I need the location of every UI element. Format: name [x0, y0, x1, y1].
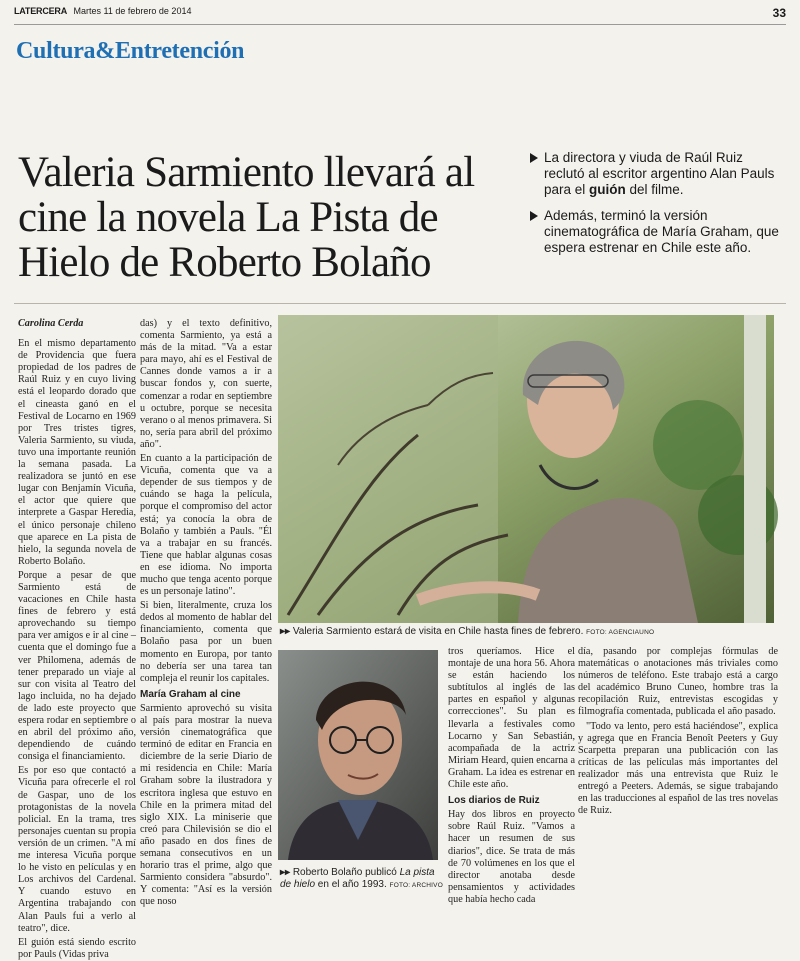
double-arrow-icon: ▸▸ — [280, 626, 291, 637]
issue-date: Martes 11 de febrero de 2014 — [73, 6, 192, 16]
dek-text-bold: guión — [589, 182, 626, 197]
body-column-3 — [448, 646, 576, 905]
caption-text: Valeria Sarmiento estará de visita en Chile hasta fines de febrero. — [292, 626, 584, 637]
section-title-amp: & — [95, 38, 115, 64]
subheading: María Graham al cine — [140, 688, 241, 700]
body-paragraph: Si bien, literalmente, cruza los dedos al momento de hablar del financiamiento, comenta que Bolaño pasa por un buen momento en Europa, por tanto no debería ser una tarea tan compleja el reunir los capitales. — [140, 600, 272, 684]
body-paragraph: En el mismo departamento de Providencia que fuera propiedad de los padres de Raúl Ruiz y en cuyo living está el leopardo dorado que el cineasta ganó en el Festival de Locarno en 1969 por Tres tristes tigres, Valeria Sarmiento, su viuda, tuvo una importante reunión la semana pasada. La realizadora se juntó en ese lugar con Benjamín Vicuña, el actor que quiere que interprete a Gaspar Heredia, el único personaje chileno que aparece en La pista de hielo, la segunda novela de Roberto Bolaño. — [18, 338, 136, 567]
page-header — [14, 6, 786, 25]
body-column-4 — [578, 646, 778, 902]
dek-item — [530, 150, 785, 198]
body-paragraph: día, pasando por complejas fórmulas de matemáticas o anotaciones más triviales como números de teléfono. Este trabajo está a cargo del académico Bruno Cuneo, hombre tras la recopilación Ruiz, entrevistas escogidas y filmografía comentada, publicada el año pasado. — [578, 646, 778, 718]
body-paragraph: En cuanto a la participación de Vicuña, comenta que va a depender de sus tiempos y de cuándo se haga la película, porque el compromiso del actor está; ya conocía la obra de Bolaño y también a Pauls. "Él va a trabajar en su francés. Tiene que hablar algunas cosas en ese idioma. No importa mucho que tenga acento porque es un personaje latino". — [140, 453, 272, 598]
newspaper-brand: LATERCERA — [14, 6, 68, 16]
photo-roberto-bolano — [278, 650, 438, 860]
triangle-bullet-icon — [530, 153, 538, 163]
photo-caption — [280, 626, 775, 639]
caption-text: Roberto Bolaño publicó — [292, 867, 400, 878]
caption-text: en el año 1993. — [315, 879, 387, 890]
byline: Carolina Cerda — [18, 318, 84, 329]
body-column-1 — [18, 318, 136, 960]
photo-valeria-sarmiento-image — [278, 315, 774, 623]
photo-credit: FOTO: AGENCIAUNO — [586, 629, 655, 636]
dek-item — [530, 208, 785, 256]
section-title — [16, 38, 244, 65]
section-title-part2: Entretención — [114, 38, 245, 64]
photo-caption — [280, 867, 445, 892]
body-paragraph: Porque a pesar de que Sarmiento está de vacaciones en Chile hasta fines de febrero y está aprovechando su tiempo para ver amigos e ir al cine –cuenta que el domingo fue a ver Philomena, además de tener preparado un viaje al sur con visita al Teatro del lago incluida, no ha dejado de lado este proyecto que espera rodar en septiembre o en abril del próximo año, dependiendo de cuándo consiga el financiamiento. — [18, 569, 136, 763]
article-dek — [530, 150, 785, 266]
body-paragraph: tros queríamos. Hice el montaje de una hora 56. Ahora se están haciendo los subtítulos al inglés de las partes en español y algunas correcciones". Su plan es llevarla a festivales como Locarno y San Sebastián, acompañada de la actriz Miriam Heard, quien encarna a Graham. La idea es estrenar en Chile este año. — [448, 646, 576, 791]
subheading: Los diarios de Ruiz — [448, 795, 540, 807]
body-paragraph: El guión está siendo escrito por Pauls (Vidas priva — [18, 936, 136, 960]
body-paragraph: Sarmiento aprovechó su visita al país para mostrar la nueva versión cinematográfica que terminó de editar en Francia en diciembre de la serie Diario de mi residencia en Chile: María Graham sobre la ilustradora y escritora inglesa que estuvo en Chile en la primera mitad del siglo XIX. La miniserie que creó para Chilevisión se dio el año pasado en dos fines de semana consecutivos en un horario tras el prime, algo que Sarmiento considera "absurdo". Y comenta: "Así es la versión que noso — [140, 702, 272, 908]
section-divider — [14, 303, 786, 304]
photo-roberto-bolano-image — [278, 650, 438, 860]
double-arrow-icon: ▸▸ — [280, 867, 291, 878]
caption-text-italic: La pista de hielo — [280, 867, 435, 890]
article-headline: Valeria Sarmiento llevará al cine la novela La Pista de Hielo de Roberto Bolaño — [18, 149, 475, 286]
body-paragraph: Es por eso que contactó a Vicuña para ofrecerle el rol de Gaspar, uno de los protagonistas de la novela policial. En la trama, tres personajes cuentan su propia versión de un crimen. "A mí me interesa Vicuña porque lo he visto en películas y en Los archivos del Cardenal. Y cuando estuvo en Argentina trabajando con Alan Pauls fui a verlo al teatro", dice. — [18, 765, 136, 934]
triangle-bullet-icon — [530, 211, 538, 221]
photo-valeria-sarmiento — [278, 315, 774, 623]
dek-text: del filme. — [625, 182, 684, 197]
body-paragraph: "Todo va lento, pero está haciéndose", explica y agrega que en Francia Benoît Peeters y Guy Scarpetta preparan una publicación con las críticas de las películas más importantes del realizador más una entrevista que Ruiz le entregó a Peeters. Además, se sigue trabajando en las traducciones al español de las tres novelas de Ruiz. — [578, 720, 778, 817]
page-number: 33 — [772, 6, 786, 20]
dek-text: Además, terminó la versión cinematográfica de María Graham, que espera estrenar en Chile este año. — [544, 208, 779, 255]
body-paragraph: das) y el texto definitivo, comenta Sarmiento, ya está a más de la mitad. "Va a estar para mayo, ahí es el Festival de Cannes donde vamos a ir a buscar fondos y, con suerte, comenzar a rodar en septiembre u octubre, porque se necesita verano o al menos primavera. Si no, sería para abril del próximo año". — [140, 318, 272, 450]
dek-text: La directora y viuda de Raúl Ruiz reclutó al escritor argentino Alan Pauls para el — [544, 150, 775, 197]
photo-credit: FOTO: ARCHIVO — [389, 882, 443, 889]
body-paragraph: Hay dos libros en proyecto sobre Raúl Ruiz. "Vamos a hacer un resumen de sus diarios", dice. Se trata de más de 70 volúmenes en los que el director anotaba desde pensamientos y actividades que había hecho cada — [448, 809, 575, 905]
section-title-part1: Cultura — [16, 38, 96, 64]
body-column-2 — [140, 318, 272, 908]
